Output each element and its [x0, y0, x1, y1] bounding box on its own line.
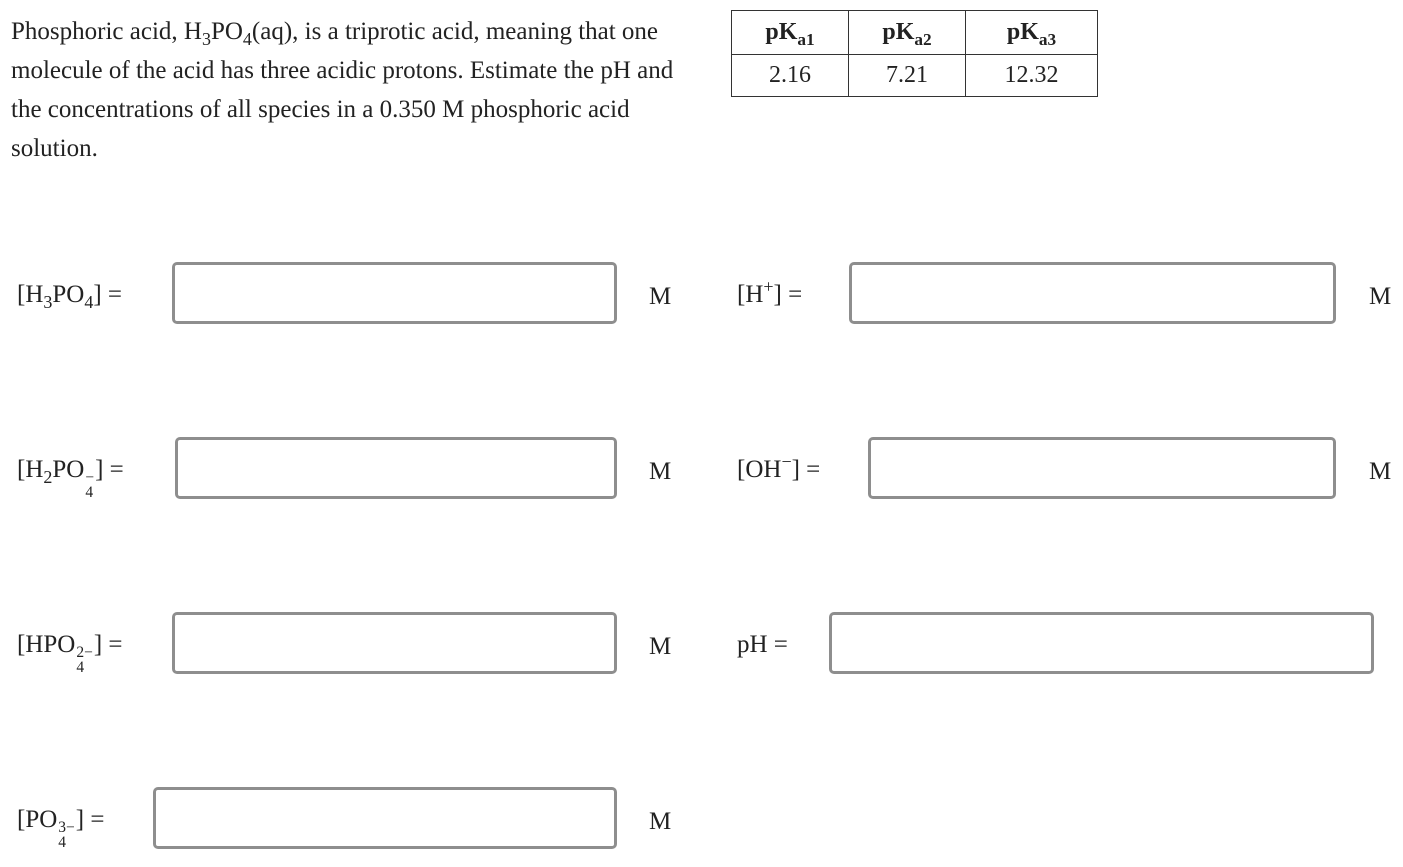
hpo4-input[interactable]	[172, 612, 617, 674]
po4-label: [PO 3− 4 ] =	[17, 806, 105, 852]
pka2-value: 7.21	[849, 55, 966, 97]
ph-label: pH =	[737, 631, 788, 658]
po4-input[interactable]	[153, 787, 617, 849]
h3po4-label: $[H_3PO_4]$ =	[17, 281, 123, 312]
oh-minus-unit: M	[1369, 458, 1392, 485]
h-plus-input[interactable]	[849, 262, 1336, 324]
h-plus-label: [H+] =	[737, 276, 803, 308]
h3po4-unit: M	[649, 283, 672, 310]
h2po4-input[interactable]	[175, 437, 617, 499]
po4-unit: M	[649, 808, 672, 835]
pka2-header: $pK_{a2}$	[849, 11, 966, 55]
h-plus-unit: M	[1369, 283, 1392, 310]
h2po4-unit: M	[649, 458, 672, 485]
pka-header-row	[732, 11, 1098, 55]
pka-value-row	[732, 55, 1098, 97]
hpo4-label: [HPO 2− 4 ] =	[17, 631, 123, 677]
pka1-header: $pK_{a1}$	[732, 11, 849, 55]
hpo4-unit: M	[649, 633, 672, 660]
oh-minus-input[interactable]	[868, 437, 1336, 499]
pka3-header: $pK_{a3}$	[966, 11, 1098, 55]
problem-statement: Phosphoric acid, $H_3PO_4(aq)$, is a triprotic acid, meaning that one molecule of the acid has three acidic protons. Estimate the pH and the concentrations of all species in a 0.350 M phosphoric acid solution.	[11, 18, 674, 162]
pka-table	[731, 10, 1098, 97]
oh-minus-label: [OH−] =	[737, 451, 821, 483]
h3po4-input[interactable]	[172, 262, 617, 324]
h2po4-label: [$H_2PO$ − 4 ] =	[17, 456, 124, 502]
ph-input[interactable]	[829, 612, 1374, 674]
pka1-value: 2.16	[732, 55, 849, 97]
pka3-value: 12.32	[966, 55, 1098, 97]
